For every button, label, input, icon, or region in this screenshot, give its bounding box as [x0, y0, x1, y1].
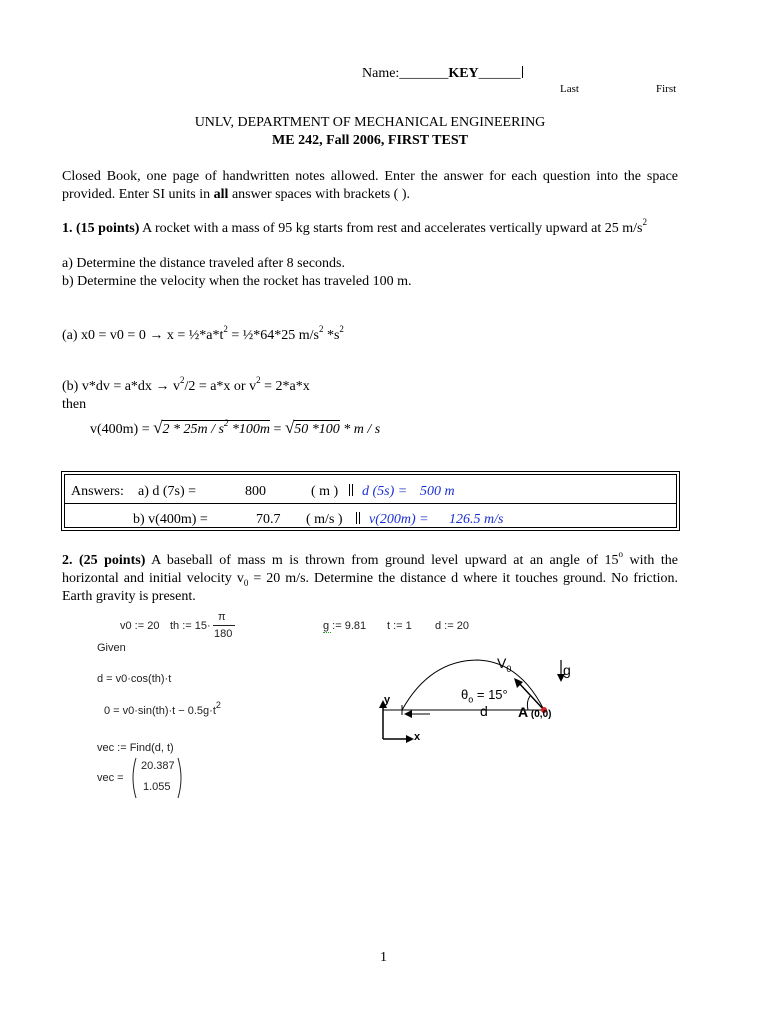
mc-g: g := 9.81	[323, 620, 367, 632]
mc-th: th := 15·	[170, 620, 211, 632]
answer-b-sep	[355, 512, 361, 528]
a-letter: A	[518, 704, 529, 720]
arrow-icon: →	[155, 379, 170, 394]
mc-pi: π	[218, 611, 226, 623]
sqrt-body-1	[162, 420, 270, 437]
d-label: d	[480, 703, 488, 719]
answer-b-label: b) v(400m) =	[133, 512, 208, 527]
v0-label	[497, 655, 512, 674]
mc-r1: 20.387	[141, 760, 175, 772]
v0-sub: 0	[506, 663, 512, 674]
sol-a-sup1: 2	[223, 324, 228, 335]
mc-r2: 1.055	[143, 781, 171, 793]
a-label	[518, 704, 551, 720]
answers-label: Answers:	[71, 484, 124, 499]
mc-180: 180	[214, 628, 233, 640]
mc-frac-line	[213, 625, 235, 626]
arrow-icon: →	[149, 328, 164, 343]
last-label: Last	[560, 83, 579, 95]
answer-b-alt-value: 126.5 m/s	[449, 512, 504, 527]
sol-a-sup2: 2	[318, 324, 324, 335]
q1-sup: 2	[642, 217, 647, 228]
answer-b-alt: v(200m) =	[369, 512, 429, 527]
sqrt1-sup: 2	[223, 418, 229, 429]
sol-a-1: (a) x0 = v0 = 0	[62, 328, 150, 343]
mc-v0: v0 := 20	[120, 620, 160, 632]
sol-b-4: = 2*a*x	[260, 379, 310, 394]
first-label: First	[656, 83, 677, 95]
instructions-text-end: answer spaces with brackets ( ).	[228, 187, 410, 202]
sqrt-icon: √	[153, 418, 163, 437]
sol-a-3: = ½*64*25 m/s	[227, 328, 319, 343]
mc-vec-result: vec =	[97, 772, 124, 784]
sol-b-3: /2 = a*x or v	[184, 379, 257, 394]
name-label: Name:_______	[362, 66, 449, 81]
q1-part-a: a) Determine the distance traveled after 8 seconds.	[62, 256, 345, 271]
instructions-text: Closed Book, one page of handwritten notes allowed. Enter the answer for each question into the space provided. Enter SI units in	[62, 169, 678, 202]
equals: =	[270, 422, 285, 437]
q1-velocity-eq	[90, 418, 380, 438]
q1-then: then	[62, 397, 87, 412]
answer-a-sep	[348, 484, 354, 500]
answer-b-unit: ( m/s )	[306, 512, 343, 527]
q1-part-b: b) Determine the velocity when the rocket has traveled 100 m.	[62, 274, 412, 289]
y-label: y	[384, 694, 391, 706]
answer-a-value: 800	[245, 484, 266, 499]
v0-letter: V	[497, 655, 507, 671]
q2-text-c: = 20 m/s. Determine the distance d where it touches ground. No friction. Earth gravity is present.	[62, 571, 679, 604]
g-label: g	[563, 662, 571, 678]
sol-b-sup1: 2	[179, 375, 185, 386]
sol-a-sup3: 2	[339, 324, 344, 335]
sqrt2-tail: * m / s	[339, 422, 381, 437]
name-key: KEY	[448, 66, 479, 81]
instructions-bold: all	[213, 187, 229, 202]
instructions	[62, 168, 678, 204]
page-number: 1	[380, 950, 387, 965]
mc-eq2-sup: 2	[215, 700, 221, 711]
mc-g-underline	[323, 632, 331, 633]
theta-label	[461, 687, 508, 705]
answer-a-label: a) d (7s) =	[138, 484, 197, 499]
course-title: ME 242, Fall 2006, FIRST TEST	[272, 133, 468, 148]
cursor-bar	[522, 66, 523, 78]
sol-a-4: *s	[323, 328, 340, 343]
department-title: UNLV, DEPARTMENT OF MECHANICAL ENGINEERING	[194, 115, 546, 130]
answer-a-alt-value: 500 m	[420, 484, 455, 499]
a-coord: (0,0)	[528, 709, 552, 720]
x-label: x	[414, 731, 421, 743]
v-label: v(400m) =	[90, 422, 154, 437]
sol-b-2: v	[169, 379, 180, 394]
mc-eq2	[104, 700, 221, 717]
sqrt1-tail: *100m	[228, 422, 271, 437]
name-tail: ______	[478, 66, 521, 81]
sol-b-sup2: 2	[256, 375, 261, 386]
sqrt-body-2: 50 *100	[294, 422, 340, 437]
mc-d: d := 20	[435, 620, 469, 632]
mc-eq2-text: 0 = v0·sin(th)·t − 0.5g·t	[104, 705, 216, 717]
q1-solution-a	[62, 324, 344, 344]
sol-b-1: (b) v*dv = a*dx	[62, 379, 156, 394]
sqrt-icon: √	[284, 418, 295, 437]
mc-vec: vec := Find(d, t)	[97, 742, 174, 754]
theta-value: = 15°	[473, 687, 508, 702]
q1-solution-b	[62, 375, 310, 395]
answer-a-unit: ( m )	[311, 484, 339, 499]
q2-text-b: with the horizontal and initial velocity v	[62, 553, 678, 586]
answer-a-alt: d (5s) =	[362, 484, 408, 499]
sol-a-2: x = ½*a*t	[163, 328, 224, 343]
q2-number: 2. (25 points)	[62, 553, 146, 568]
answer-b-value: 70.7	[256, 512, 281, 527]
q2-sup: o	[618, 549, 624, 560]
q2-sub: 0	[243, 577, 249, 588]
theta-letter: θ	[461, 687, 469, 702]
mc-given: Given	[97, 642, 126, 654]
mc-eq1: d = v0·cos(th)·t	[97, 673, 172, 685]
q1-number: 1. (15 points)	[62, 221, 140, 236]
mc-t: t := 1	[387, 620, 412, 632]
q2-statement	[62, 549, 679, 606]
theta-sub: o	[468, 694, 474, 705]
name-line	[362, 66, 524, 82]
q1-statement	[62, 217, 647, 237]
sqrt1-text: 2 * 25m / s	[162, 422, 224, 437]
q2-text-a: A baseball of mass m is thrown from ground level upward at an angle of 15	[145, 553, 619, 568]
answers-divider	[65, 503, 676, 504]
q1-text: A rocket with a mass of 95 kg starts from rest and accelerates vertically upward at 25 m/s	[139, 221, 643, 236]
